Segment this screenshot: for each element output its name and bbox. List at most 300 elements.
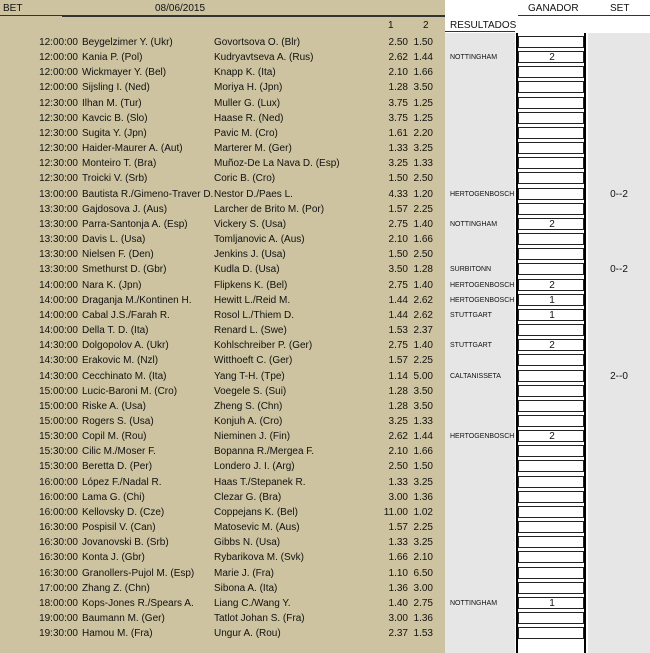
player-2: Konjuh A. (Cro) (214, 416, 283, 427)
player-1: Haider-Maurer A. (Aut) (82, 143, 183, 155)
winner-box[interactable] (518, 460, 584, 472)
odds-2: 2.25 (413, 203, 433, 215)
player-1: Della T. D. (Ita) (82, 325, 149, 337)
winner-value[interactable]: 2 (549, 52, 555, 64)
player-2: Larcher de Brito M. (Por) (214, 203, 325, 215)
match-row (0, 596, 650, 611)
match-time: 16:30:00 (39, 552, 78, 564)
player-1: Hamou M. (Fra) (82, 628, 153, 640)
winner-box[interactable] (518, 248, 584, 260)
player-1: Zhang Z. (Chn) (82, 582, 150, 594)
winner-box[interactable] (518, 582, 584, 594)
player-1: Ilhan M. (Tur) (82, 97, 142, 109)
player-1: Gajdosova J. (Aus) (82, 203, 168, 215)
player-2: Muller G. (Lux) (214, 97, 281, 109)
match-time: 13:30:00 (39, 203, 78, 215)
match-row (0, 459, 650, 474)
match-row (0, 232, 650, 247)
player-2: Marie J. (Fra) (214, 567, 274, 579)
player-1: Kops-Jones R./Spears A. (82, 597, 194, 609)
odds-2: 2.50 (413, 173, 433, 185)
odds-2: 1.50 (413, 37, 433, 48)
match-time: 13:30:00 (39, 234, 78, 246)
odds-2: 1.40 (413, 218, 433, 230)
odds-1: 2.75 (388, 218, 408, 230)
winner-box[interactable] (518, 506, 584, 518)
odds-2: 1.66 (413, 234, 433, 246)
winner-box[interactable] (518, 354, 584, 366)
odds-1: 1.33 (388, 537, 408, 549)
match-time: 12:30:00 (39, 112, 78, 124)
odds-2: 1.28 (413, 264, 433, 276)
player-2: Kohlschreiber P. (Ger) (214, 340, 313, 352)
match-time: 17:00:00 (39, 582, 78, 594)
match-time: 12:30:00 (39, 173, 78, 185)
result-venue: CALTANISSETA (450, 372, 501, 380)
match-row (0, 353, 650, 368)
winner-box[interactable] (518, 263, 584, 275)
odds-1: 1.28 (388, 385, 408, 397)
odds-1: 2.62 (388, 52, 408, 64)
odds-1: 3.50 (388, 264, 408, 276)
odds-2: 2.37 (413, 325, 433, 337)
odds-2: 3.50 (413, 400, 433, 412)
winner-box[interactable] (518, 142, 584, 154)
odds-1: 3.75 (388, 97, 408, 109)
odds-2: 6.50 (413, 567, 433, 579)
match-row (0, 171, 650, 186)
player-2: Jenkins J. (Usa) (214, 249, 286, 261)
player-1: Beretta D. (Per) (82, 461, 153, 473)
winner-box[interactable] (518, 112, 584, 124)
odds-1: 2.37 (388, 628, 408, 640)
odds-2: 1.25 (413, 97, 433, 109)
match-row (0, 550, 650, 565)
odds-2: 2.75 (413, 597, 433, 609)
odds-1: 2.10 (388, 67, 408, 79)
match-row (0, 444, 650, 459)
player-2: Rybarikova M. (Svk) (214, 552, 305, 564)
odds-1: 1.28 (388, 400, 408, 412)
winner-box[interactable] (518, 627, 584, 639)
odds-1: 2.62 (388, 431, 408, 443)
odds-1: 1.57 (388, 203, 408, 215)
odds-1: 3.25 (388, 158, 408, 170)
odds-1: 2.10 (388, 446, 408, 458)
player-2: Coppejans K. (Bel) (214, 506, 298, 518)
odds-2: 2.50 (413, 249, 433, 261)
odds-1: 11.00 (383, 506, 408, 518)
odds-1: 1.10 (388, 567, 408, 579)
match-time: 16:30:00 (39, 537, 78, 549)
result-venue: HERTOGENBOSCH (450, 296, 515, 304)
winner-box[interactable] (518, 203, 584, 215)
winner-box[interactable] (518, 127, 584, 139)
winner-box[interactable] (518, 415, 584, 427)
resultados-header: RESULTADOS (450, 20, 517, 31)
player-2: Nestor D./Paes L. (214, 188, 293, 200)
odds-2: 1.33 (413, 416, 433, 427)
player-1: Monteiro T. (Bra) (82, 158, 157, 170)
match-row (0, 581, 650, 596)
winner-box[interactable] (518, 445, 584, 457)
odds-2: 2.25 (413, 522, 433, 534)
player-2: Knapp K. (Ita) (214, 67, 276, 79)
match-row (0, 65, 650, 80)
odds-2: 1.53 (413, 628, 433, 640)
player-1: Dolgopolov A. (Ukr) (82, 340, 169, 352)
match-row (0, 187, 650, 202)
match-row (0, 429, 650, 444)
odds-1: 3.25 (388, 416, 408, 427)
match-time: 15:30:00 (39, 446, 78, 458)
odds-2: 3.25 (413, 476, 433, 488)
winner-box[interactable] (518, 66, 584, 78)
player-2: Hewitt L./Reid M. (214, 294, 291, 306)
match-time: 12:00:00 (39, 37, 78, 48)
odds-2: 1.36 (413, 491, 433, 503)
odds-1: 1.53 (388, 325, 408, 337)
winner-box[interactable] (518, 188, 584, 200)
player-1: Kania P. (Pol) (82, 52, 143, 64)
odds-1: 4.33 (388, 188, 408, 200)
match-row (0, 262, 650, 277)
player-1: Sijsling I. (Ned) (82, 82, 150, 94)
match-row (0, 247, 650, 262)
odds-1: 3.75 (388, 112, 408, 124)
result-venue: SURBITONN (450, 266, 492, 274)
player-2: Marterer M. (Ger) (214, 143, 292, 155)
odds-2: 3.50 (413, 82, 433, 94)
odds-1: 1.14 (388, 370, 408, 382)
player-1: Troicki V. (Srb) (82, 173, 148, 185)
match-time: 12:00:00 (39, 52, 78, 64)
player-2: Bopanna R./Mergea F. (214, 446, 315, 458)
winner-value[interactable]: 2 (549, 218, 555, 230)
set-header: SET (610, 3, 630, 14)
match-time: 16:00:00 (39, 491, 78, 503)
winner-value[interactable]: 2 (549, 431, 555, 443)
player-2: Pavic M. (Cro) (214, 127, 278, 139)
match-time: 12:00:00 (39, 67, 78, 79)
winner-box[interactable] (518, 521, 584, 533)
winner-box[interactable] (518, 567, 584, 579)
result-venue: HERTOGENBOSCH (450, 281, 515, 289)
match-row (0, 80, 650, 95)
player-2: Kudla D. (Usa) (214, 264, 280, 276)
odds-2: 1.44 (413, 52, 433, 64)
odds-2: 2.62 (413, 294, 433, 306)
odds-1: 1.28 (388, 82, 408, 94)
odds-1: 1.61 (388, 127, 408, 139)
winner-box[interactable] (518, 157, 584, 169)
odds-1-header: 1 (388, 20, 394, 31)
player-1: Nielsen F. (Den) (82, 249, 154, 261)
player-2: Liang C./Wang Y. (214, 597, 291, 609)
odds-2: 1.44 (413, 431, 433, 443)
match-row (0, 566, 650, 581)
winner-box[interactable] (518, 551, 584, 563)
winner-value[interactable]: 1 (549, 597, 555, 609)
match-time: 19:00:00 (39, 613, 78, 625)
odds-2: 1.02 (413, 506, 433, 518)
match-row (0, 293, 650, 308)
player-2: Moriya H. (Jpn) (214, 82, 283, 94)
match-row (0, 611, 650, 626)
odds-1: 1.44 (388, 309, 408, 321)
winner-box[interactable] (518, 324, 584, 336)
winner-box[interactable] (518, 612, 584, 624)
match-time: 14:30:00 (39, 370, 78, 382)
result-venue: NOTTINGHAM (450, 220, 498, 228)
ganador-underline (518, 15, 650, 16)
result-venue: STUTTGART (450, 342, 492, 350)
match-time: 12:30:00 (39, 97, 78, 109)
match-time: 15:00:00 (39, 400, 78, 412)
match-time: 14:00:00 (39, 294, 78, 306)
odds-2: 1.36 (413, 613, 433, 625)
player-1: Copil M. (Rou) (82, 431, 147, 443)
match-time: 14:30:00 (39, 340, 78, 352)
player-2: Sibona A. (Ita) (214, 582, 278, 594)
match-time: 12:00:00 (39, 82, 78, 94)
player-1: Smethurst D. (Gbr) (82, 264, 167, 276)
match-row (0, 338, 650, 353)
match-row (0, 384, 650, 399)
player-1: Lama G. (Chi) (82, 491, 145, 503)
odds-1: 1.40 (388, 597, 408, 609)
odds-1: 2.75 (388, 340, 408, 352)
match-row (0, 156, 650, 171)
result-venue: STUTTGART (450, 311, 492, 319)
odds-2: 1.66 (413, 446, 433, 458)
odds-2: 2.10 (413, 552, 433, 564)
player-2: Londero J. I. (Arg) (214, 461, 295, 473)
match-time: 12:30:00 (39, 127, 78, 139)
player-1: Granollers-Pujol M. (Esp) (82, 567, 195, 579)
player-2: Matosevic M. (Aus) (214, 522, 300, 534)
player-2: Witthoeft C. (Ger) (214, 355, 293, 367)
odds-1: 3.00 (388, 491, 408, 503)
result-venue: NOTTINGHAM (450, 54, 498, 62)
result-venue: HERTOGENBOSCH (450, 433, 515, 441)
player-1: Baumann M. (Ger) (82, 613, 165, 625)
player-1: Parra-Santonja A. (Esp) (82, 218, 188, 230)
player-1: Konta J. (Gbr) (82, 552, 145, 564)
winner-box[interactable] (518, 385, 584, 397)
match-row (0, 308, 650, 323)
match-row (0, 141, 650, 156)
odds-2-header: 2 (423, 20, 429, 31)
match-time: 19:30:00 (39, 628, 78, 640)
odds-1: 1.50 (388, 249, 408, 261)
winner-value[interactable]: 1 (549, 294, 555, 306)
match-time: 14:00:00 (39, 325, 78, 337)
match-time: 13:30:00 (39, 249, 78, 261)
odds-2: 3.25 (413, 143, 433, 155)
player-1: Cabal J.S./Farah R. (82, 309, 170, 321)
match-time: 14:00:00 (39, 279, 78, 291)
bet-label: BET (3, 3, 23, 14)
match-time: 13:00:00 (39, 188, 78, 200)
odds-1: 1.33 (388, 143, 408, 155)
player-1: Bautista R./Gimeno-Traver D. (82, 188, 214, 200)
player-2: Muñoz-De La Nava D. (Esp) (214, 158, 340, 170)
player-2: Haase R. (Ned) (214, 112, 284, 124)
player-2: Nieminen J. (Fin) (214, 431, 291, 443)
match-time: 16:30:00 (39, 567, 78, 579)
match-time: 15:30:00 (39, 461, 78, 473)
player-2: Kudryavtseva A. (Rus) (214, 52, 314, 64)
odds-2: 2.20 (413, 127, 433, 139)
match-time: 15:30:00 (39, 431, 78, 443)
odds-1: 1.66 (388, 552, 408, 564)
player-1: Sugita Y. (Jpn) (82, 127, 147, 139)
match-row (0, 505, 650, 520)
match-row (0, 535, 650, 550)
player-2: Haas T./Stepanek R. (214, 476, 306, 488)
match-row (0, 111, 650, 126)
resultados-underline (445, 31, 515, 32)
result-venue: HERTOGENBOSCH (450, 190, 515, 198)
match-row (0, 35, 650, 50)
player-2: Rosol L./Thiem D. (214, 309, 295, 321)
player-1: Pospisil V. (Can) (82, 522, 156, 534)
odds-2: 2.25 (413, 355, 433, 367)
winner-box[interactable] (518, 491, 584, 503)
odds-1: 1.44 (388, 294, 408, 306)
match-row (0, 202, 650, 217)
set-score: 2--0 (610, 370, 628, 382)
player-1: Draganja M./Kontinen H. (82, 294, 192, 306)
player-1: Jovanovski B. (Srb) (82, 537, 169, 549)
player-2: Ungur A. (Rou) (214, 628, 281, 640)
match-time: 15:00:00 (39, 385, 78, 397)
match-time: 12:30:00 (39, 143, 78, 155)
set-score: 0--2 (610, 264, 628, 276)
odds-2: 3.50 (413, 385, 433, 397)
winner-box[interactable] (518, 400, 584, 412)
player-1: Nara K. (Jpn) (82, 279, 142, 291)
player-2: Tomljanovic A. (Aus) (214, 234, 305, 246)
winner-box[interactable] (518, 81, 584, 93)
odds-2: 1.40 (413, 279, 433, 291)
odds-1: 1.36 (388, 582, 408, 594)
date-label: 08/06/2015 (155, 3, 206, 14)
match-row (0, 626, 650, 641)
player-1: Riske A. (Usa) (82, 400, 146, 412)
match-row (0, 323, 650, 338)
match-time: 16:00:00 (39, 476, 78, 488)
player-1: Wickmayer Y. (Bel) (82, 67, 167, 79)
match-time: 16:30:00 (39, 522, 78, 534)
player-2: Flipkens K. (Bel) (214, 279, 288, 291)
odds-2: 1.40 (413, 340, 433, 352)
winner-value[interactable]: 2 (549, 279, 555, 291)
odds-2: 2.62 (413, 309, 433, 321)
set-score: 0--2 (610, 188, 628, 200)
winner-box[interactable] (518, 536, 584, 548)
player-2: Coric B. (Cro) (214, 173, 276, 185)
odds-2: 1.33 (413, 158, 433, 170)
player-2: Vickery S. (Usa) (214, 218, 287, 230)
match-row (0, 414, 650, 429)
player-1: Erakovic M. (Nzl) (82, 355, 159, 367)
match-row (0, 369, 650, 384)
header-rule (62, 15, 445, 17)
match-row (0, 126, 650, 141)
result-venue: NOTTINGHAM (450, 599, 498, 607)
odds-1: 2.50 (388, 461, 408, 473)
player-1: Rogers S. (Usa) (82, 416, 154, 427)
player-1: Kellovsky D. (Cze) (82, 506, 165, 518)
winner-box[interactable] (518, 476, 584, 488)
match-row (0, 278, 650, 293)
match-time: 13:30:00 (39, 218, 78, 230)
odds-1: 1.50 (388, 173, 408, 185)
odds-2: 1.25 (413, 112, 433, 124)
odds-1: 3.00 (388, 613, 408, 625)
odds-1: 1.57 (388, 355, 408, 367)
winner-box[interactable] (518, 233, 584, 245)
odds-1: 1.33 (388, 476, 408, 488)
odds-2: 3.25 (413, 537, 433, 549)
bet-underline (0, 15, 62, 16)
odds-2: 1.20 (413, 188, 433, 200)
player-1: Beygelzimer Y. (Ukr) (82, 37, 173, 48)
odds-1: 2.50 (388, 37, 408, 48)
player-1: Lucic-Baroni M. (Cro) (82, 385, 178, 397)
player-2: Govortsova O. (Blr) (214, 37, 301, 48)
match-row (0, 490, 650, 505)
match-time: 16:00:00 (39, 506, 78, 518)
odds-1: 2.10 (388, 234, 408, 246)
winner-value[interactable]: 1 (549, 309, 555, 321)
match-row (0, 399, 650, 414)
match-row (0, 475, 650, 490)
winner-box[interactable] (518, 97, 584, 109)
player-1: Cilic M./Moser F. (82, 446, 156, 458)
player-2: Zheng S. (Chn) (214, 400, 283, 412)
player-2: Voegele S. (Sui) (214, 385, 287, 397)
winner-value[interactable]: 2 (549, 340, 555, 352)
player-2: Tatlot Johan S. (Fra) (214, 613, 305, 625)
match-time: 14:00:00 (39, 309, 78, 321)
odds-1: 1.57 (388, 522, 408, 534)
match-row (0, 217, 650, 232)
odds-1: 2.75 (388, 279, 408, 291)
odds-2: 1.66 (413, 67, 433, 79)
match-time: 13:30:00 (39, 264, 78, 276)
player-2: Yang T-H. (Tpe) (214, 370, 285, 382)
odds-2: 3.00 (413, 582, 433, 594)
match-time: 15:00:00 (39, 416, 78, 427)
player-2: Renard L. (Swe) (214, 325, 287, 337)
match-time: 12:30:00 (39, 158, 78, 170)
player-2: Gibbs N. (Usa) (214, 537, 281, 549)
match-time: 18:00:00 (39, 597, 78, 609)
match-row (0, 520, 650, 535)
winner-box[interactable] (518, 36, 584, 48)
winner-box[interactable] (518, 370, 584, 382)
player-1: Cecchinato M. (Ita) (82, 370, 167, 382)
match-time: 14:30:00 (39, 355, 78, 367)
winner-box[interactable] (518, 172, 584, 184)
player-1: Kavcic B. (Slo) (82, 112, 148, 124)
match-row (0, 50, 650, 65)
match-row (0, 96, 650, 111)
odds-2: 5.00 (413, 370, 433, 382)
